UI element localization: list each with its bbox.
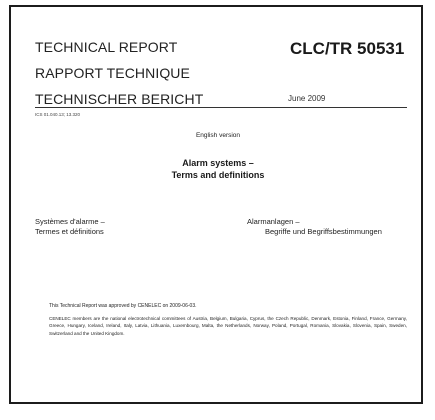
document-page bbox=[9, 5, 423, 404]
document-title bbox=[11, 157, 425, 181]
french-title-line-2: Termes et définitions bbox=[35, 227, 104, 236]
members-statement: CENELEC members are the national electrotechnical committees of Austria, Belgium, Bulgaria, Cyprus, the Czech Republic, Denmark, Estonia, Finland, France, Germany, Greece, Hungary, Iceland, Ireland, Italy, Latvia, Lithuania, Luxembourg, Malta, the Netherlands, Norway, Poland, Portugal, Romania, Slovakia, Slovenia, Spain, Sweden, Switzerland and the United Kingdom. bbox=[49, 316, 407, 336]
report-type-french: RAPPORT TECHNIQUE bbox=[35, 65, 190, 81]
report-type-german: TECHNISCHER BERICHT bbox=[35, 91, 204, 107]
german-title-line-1: Alarmanlagen – bbox=[247, 217, 300, 226]
german-title-line-2: Begriffe und Begriffsbestimmungen bbox=[265, 227, 382, 236]
french-title-line-1: Systèmes d'alarme – bbox=[35, 217, 105, 226]
title-line-2: Terms and definitions bbox=[171, 170, 265, 180]
german-title bbox=[247, 217, 382, 237]
report-type-english: TECHNICAL REPORT bbox=[35, 39, 178, 55]
document-number: CLC/TR 50531 bbox=[290, 39, 405, 58]
french-title bbox=[35, 217, 105, 237]
approval-statement: This Technical Report was approved by CENELEC on 2009-06-03. bbox=[49, 303, 197, 309]
ics-code: ICS 01.040.13; 13.320 bbox=[35, 112, 81, 117]
header-divider bbox=[35, 107, 407, 108]
language-version: English version bbox=[195, 132, 241, 139]
title-line-1: Alarm systems – bbox=[182, 158, 254, 168]
publication-date: June 2009 bbox=[288, 94, 326, 103]
